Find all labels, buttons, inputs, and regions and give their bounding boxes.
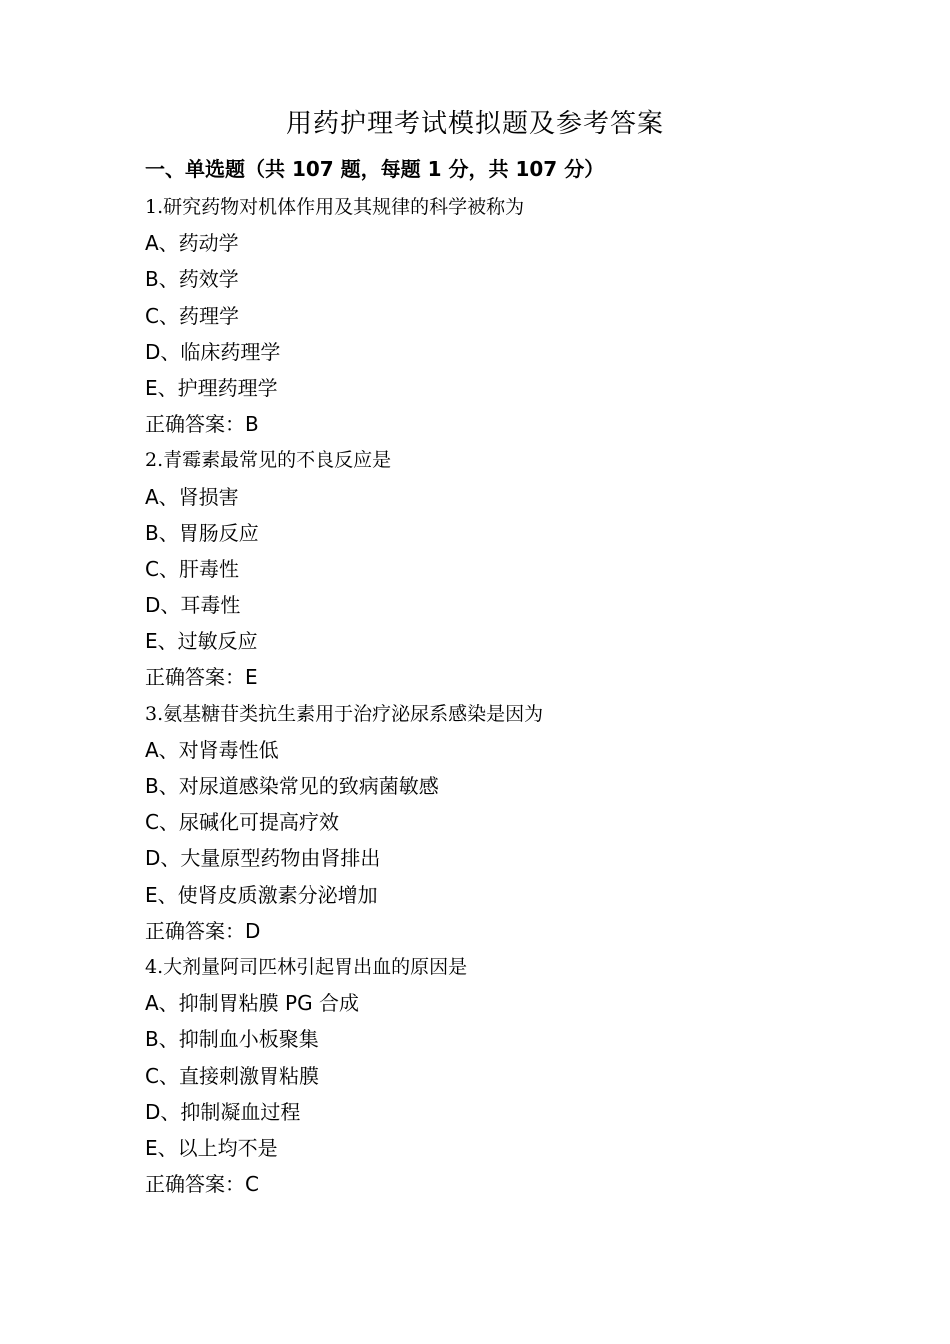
- option-c: C、肝毒性: [145, 556, 239, 581]
- section-heading: 一、单选题（共 107 题，每题 1 分，共 107 分）: [145, 157, 605, 181]
- correct-answer: 正确答案：C: [145, 1172, 259, 1197]
- option-d: D、大量原型药物由肾排出: [145, 846, 381, 871]
- question-item: [145, 189, 865, 442]
- option-c: C、尿碱化可提高疗效: [145, 810, 339, 835]
- question-stem: 3.氨基糖苷类抗生素用于治疗泌尿系感染是因为: [145, 702, 544, 725]
- question-stem: 2.青霉素最常见的不良反应是: [145, 449, 392, 472]
- option-b: B、胃肠反应: [145, 520, 259, 545]
- option-b: B、对尿道感染常见的致病菌敏感: [145, 774, 439, 798]
- option-a: A、对肾毒性低: [145, 737, 279, 762]
- option-d: D、耳毒性: [145, 593, 241, 618]
- option-a: A、肾损害: [145, 484, 239, 509]
- question-item: [145, 696, 865, 949]
- option-e: E、护理药理学: [145, 375, 278, 400]
- option-e: E、以上均不是: [145, 1135, 278, 1160]
- option-a: A、药动学: [145, 231, 239, 256]
- option-d: D、临床药理学: [145, 339, 281, 364]
- question-item: [145, 442, 865, 695]
- question-stem: 4.大剂量阿司匹林引起胃出血的原因是: [145, 955, 468, 978]
- correct-answer: 正确答案：D: [145, 918, 261, 943]
- question-stem: 1.研究药物对机体作用及其规律的科学被称为: [145, 196, 525, 218]
- correct-answer: 正确答案：B: [145, 412, 259, 437]
- option-b: B、抑制血小板聚集: [145, 1027, 319, 1052]
- correct-answer: 正确答案：E: [145, 665, 258, 690]
- question-item: [145, 949, 865, 1202]
- option-c: C、药理学: [145, 303, 239, 328]
- option-c: C、直接刺激胃粘膜: [145, 1063, 319, 1088]
- option-e: E、使肾皮质激素分泌增加: [145, 882, 378, 907]
- document-title: 用药护理考试模拟题及参考答案: [285, 109, 664, 139]
- question-list: [145, 189, 865, 1202]
- option-e: E、过敏反应: [145, 629, 258, 654]
- option-d: D、抑制凝血过程: [145, 1099, 301, 1124]
- option-a: A、抑制胃粘膜 PG 合成: [145, 991, 359, 1016]
- option-b: B、药效学: [145, 267, 239, 292]
